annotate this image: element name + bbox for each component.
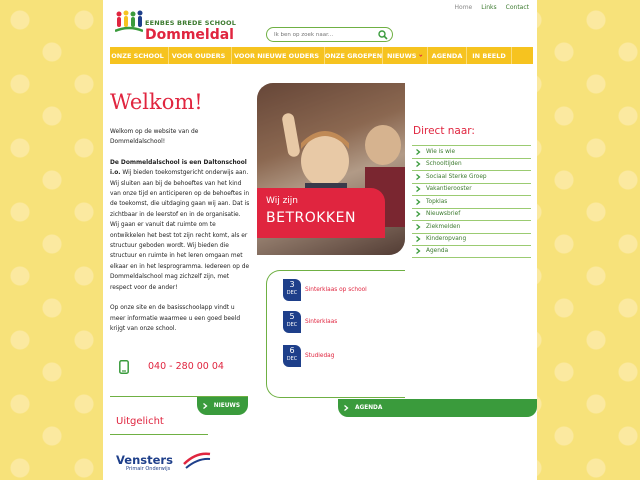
direct-links-list bbox=[412, 145, 531, 258]
chevron-right-icon bbox=[202, 403, 208, 409]
direct-link-topklas[interactable] bbox=[412, 195, 531, 208]
chevron-right-icon bbox=[415, 211, 421, 217]
children-figures-icon bbox=[115, 9, 143, 37]
chevron-right-icon bbox=[415, 248, 421, 254]
agenda-button-label: AGENDA bbox=[355, 405, 383, 411]
direct-link-label: Wie is wie bbox=[426, 148, 456, 155]
mobile-phone-icon bbox=[119, 360, 129, 374]
direct-link-label: Ziekmelden bbox=[426, 223, 461, 230]
agenda-item[interactable] bbox=[283, 279, 367, 301]
nav-item-voor-nieuwe-ouders[interactable] bbox=[232, 47, 325, 64]
nav-item-label: VOOR OUDERS bbox=[171, 51, 226, 60]
search-icon[interactable] bbox=[378, 30, 388, 40]
direct-link-schooltijden[interactable] bbox=[412, 158, 531, 171]
hero-caption-line-2: BETROKKEN bbox=[266, 210, 356, 226]
vensters-subtitle: Primair Onderwijs bbox=[126, 466, 171, 472]
chevron-right-icon bbox=[415, 174, 421, 180]
direct-link-nieuwsbrief[interactable] bbox=[412, 208, 531, 221]
news-button[interactable] bbox=[197, 397, 248, 415]
intro-paragraph-1: Welkom op de website van de Dommeldalschool! bbox=[110, 129, 199, 146]
vensters-title: Vensters bbox=[116, 453, 173, 467]
date-day: 6 bbox=[289, 346, 295, 355]
school-logo[interactable] bbox=[115, 9, 245, 45]
phone-number: 040 - 280 00 04 bbox=[148, 361, 224, 372]
divider bbox=[110, 434, 208, 435]
direct-link-label: Sociaal Sterke Groep bbox=[426, 173, 487, 180]
direct-link-label: Kinderopvang bbox=[426, 236, 467, 243]
date-badge bbox=[283, 279, 301, 301]
phone-contact[interactable] bbox=[110, 357, 250, 377]
agenda-button[interactable] bbox=[338, 399, 537, 417]
nav-item-label: ONZE GROEPEN bbox=[324, 51, 383, 60]
intro-body: Wij bieden toekomstgericht onderwijs aan. Wij sluiten aan bij de behoeftes van het kind van onze tijd en anticiperen op de behoeftes in de toekomst, die uitdaging gaan wij aan. Dat is zichtbaar in de leerstof en in de organisatie. Wij gaan er vanuit dat ruimte om te ontwikkelen het best tot zijn recht komt, als er structuur geboden wordt. Wij bieden die structuur en ruimte in het leren omgaan met elkaar en in het lesprogramma. Iedereen op de Dommeldalschool mag zichzelf zijn, met respect voor de ander! bbox=[110, 170, 250, 291]
chevron-right-icon bbox=[415, 161, 421, 167]
swoosh-icon bbox=[182, 450, 212, 470]
direct-link-label: Topklas bbox=[426, 198, 448, 205]
logo-title: Dommeldal bbox=[145, 27, 234, 43]
agenda-box bbox=[266, 270, 405, 398]
nav-item-onze-groepen[interactable] bbox=[325, 47, 383, 64]
direct-link-vakantierooster[interactable] bbox=[412, 183, 531, 196]
direct-link-label: Agenda bbox=[426, 248, 449, 255]
vensters-logo[interactable] bbox=[116, 448, 206, 478]
chevron-right-icon bbox=[343, 405, 349, 411]
date-badge bbox=[283, 311, 301, 333]
search-input[interactable] bbox=[274, 30, 374, 40]
direct-link-wie-is-wie[interactable] bbox=[412, 145, 531, 158]
news-button-label: NIEUWS bbox=[213, 403, 240, 409]
nav-item-in-beeld[interactable] bbox=[467, 47, 512, 64]
direct-link-sociaal-sterke-groep[interactable] bbox=[412, 170, 531, 183]
nav-item-label: IN BEELD bbox=[472, 51, 506, 60]
page-title: Welkom! bbox=[110, 90, 203, 114]
nav-item-agenda[interactable] bbox=[428, 47, 467, 64]
top-links bbox=[455, 4, 529, 11]
date-badge bbox=[283, 345, 301, 367]
direct-link-label: Vakantierooster bbox=[426, 186, 472, 193]
direct-link-kinderopvang[interactable] bbox=[412, 233, 531, 246]
nav-item-label: VOOR NIEUWE OUDERS bbox=[234, 51, 320, 60]
agenda-item-label: Sinterklaas bbox=[305, 319, 338, 325]
direct-link-agenda[interactable] bbox=[412, 245, 531, 258]
date-month: DEC bbox=[286, 322, 298, 328]
search-box bbox=[266, 27, 393, 42]
date-month: DEC bbox=[286, 290, 298, 296]
toplink-contact[interactable]: Contact bbox=[505, 4, 529, 11]
direct-link-ziekmelden[interactable] bbox=[412, 220, 531, 233]
page bbox=[103, 0, 537, 480]
news-bar bbox=[110, 396, 248, 415]
toplink-links[interactable]: Links bbox=[481, 4, 497, 11]
agenda-item[interactable] bbox=[283, 345, 334, 367]
agenda-item[interactable] bbox=[283, 311, 337, 333]
chevron-down-icon bbox=[419, 52, 423, 59]
date-month: DEC bbox=[286, 356, 298, 362]
agenda-item-label: Sinterklaas op school bbox=[305, 287, 367, 293]
nav-item-label: AGENDA bbox=[431, 51, 463, 60]
chevron-right-icon bbox=[415, 199, 421, 205]
date-day: 5 bbox=[289, 312, 295, 321]
main-nav bbox=[110, 47, 533, 64]
hero-caption-line-1: Wij zijn bbox=[266, 196, 298, 206]
chevron-right-icon bbox=[415, 236, 421, 242]
intro-text bbox=[110, 127, 250, 344]
direct-link-label: Nieuwsbrief bbox=[426, 211, 461, 218]
chevron-right-icon bbox=[415, 224, 421, 230]
intro-paragraph-2 bbox=[110, 158, 250, 293]
chevron-right-icon bbox=[415, 186, 421, 192]
agenda-item-label: Studiedag bbox=[305, 353, 335, 359]
nav-item-onze-school[interactable] bbox=[110, 47, 169, 64]
uitgelicht-heading: Uitgelicht bbox=[116, 416, 164, 427]
intro-paragraph-3: Op onze site en de basisschoolapp vindt u meer informatie waarmee u een goed beeld krijgt van onze school. bbox=[110, 305, 241, 332]
toplink-home[interactable]: Home bbox=[454, 4, 473, 11]
direct-link-label: Schooltijden bbox=[426, 161, 462, 168]
nav-item-label: NIEUWS bbox=[387, 51, 417, 60]
logo-subtitle: EENBES BREDE SCHOOL bbox=[145, 19, 237, 27]
chevron-right-icon bbox=[415, 149, 421, 155]
nav-item-voor-ouders[interactable] bbox=[169, 47, 232, 64]
hero-banner bbox=[257, 83, 405, 255]
intro-bold: De Dommeldalschool is een Daltonschool i.o. bbox=[110, 159, 247, 177]
date-day: 3 bbox=[289, 280, 295, 289]
nav-item-label: ONZE SCHOOL bbox=[111, 51, 164, 60]
nav-item-nieuws[interactable] bbox=[383, 47, 428, 64]
direct-heading: Direct naar: bbox=[413, 125, 475, 137]
